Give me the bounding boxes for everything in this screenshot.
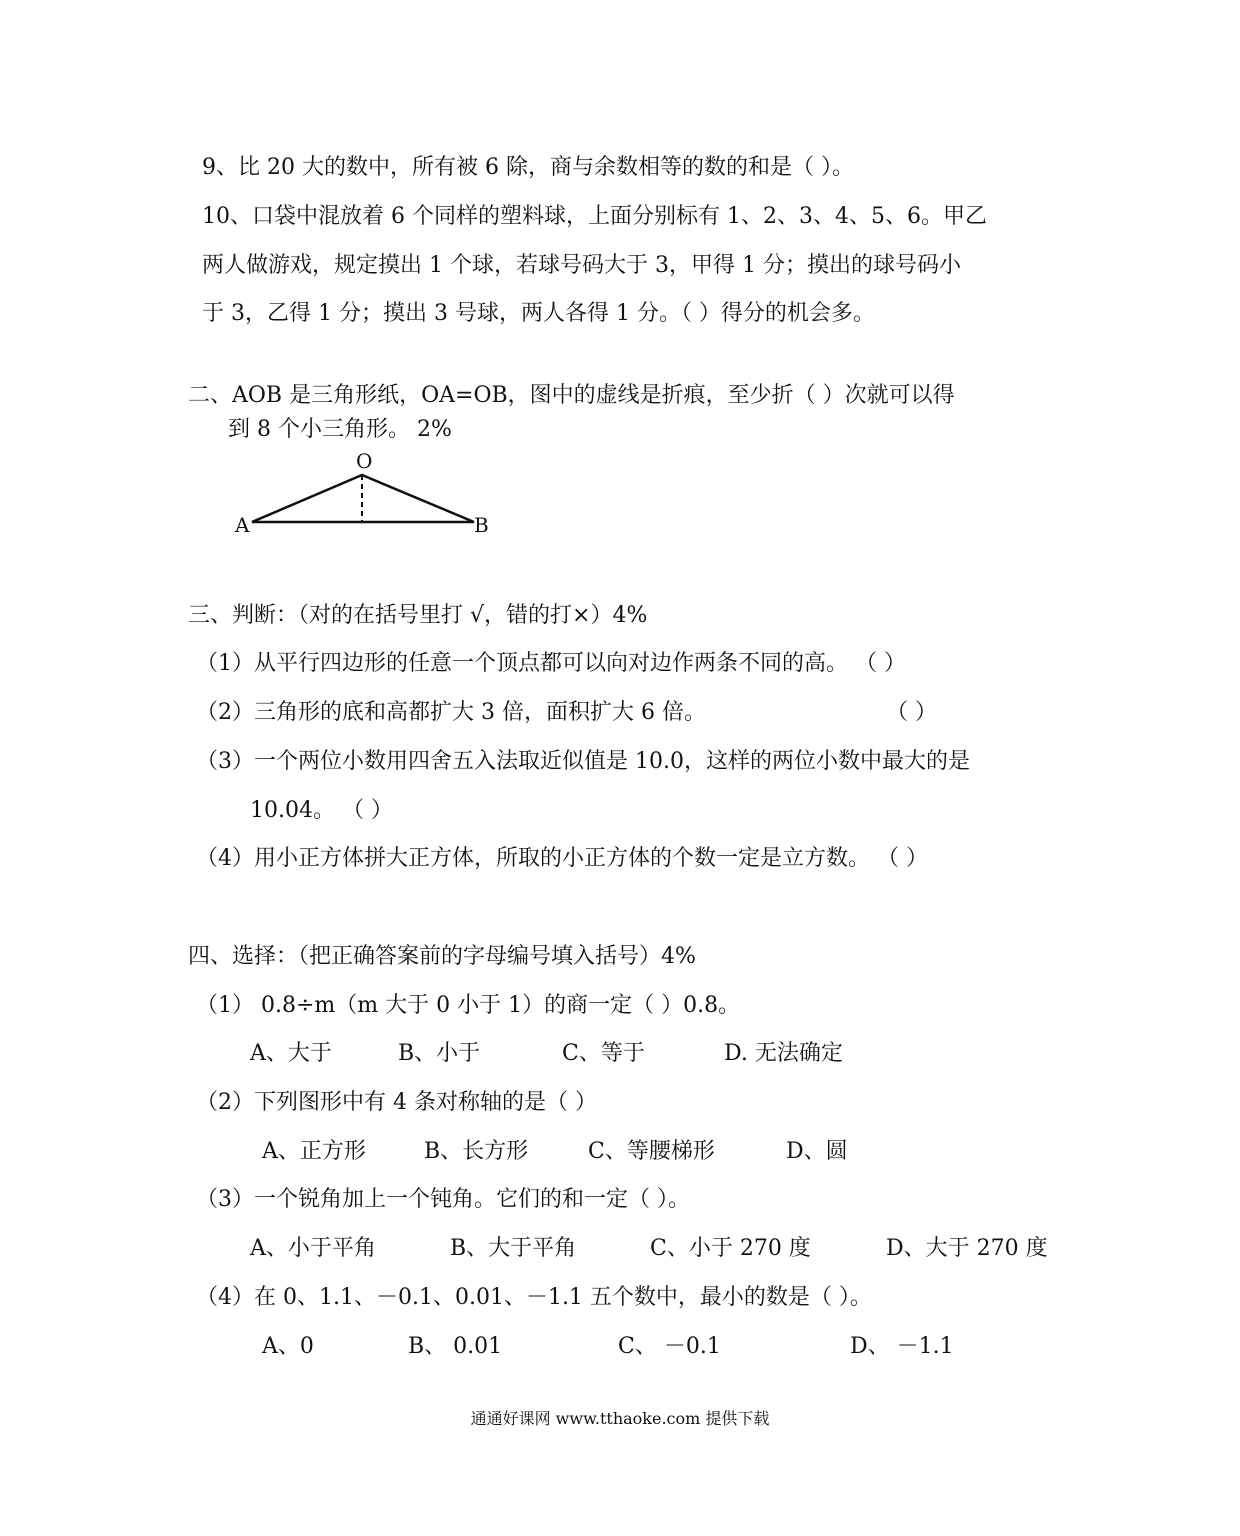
- label-a: A: [235, 513, 250, 537]
- label-o: O: [356, 449, 373, 473]
- choice-q2-option-b: B、长方形: [424, 1139, 529, 1164]
- choice-q4: （4）在 0、1.1、－0.1、0.01、－1.1 五个数中，最小的数是（ ）。: [196, 1285, 872, 1310]
- choice-q1-option-d: D. 无法确定: [724, 1041, 843, 1066]
- section-4-heading: 四、选择：（把正确答案前的字母编号填入括号）4%: [188, 944, 696, 969]
- footer-download-note: 通通好课网 www.tthaoke.com 提供下载: [470, 1409, 770, 1428]
- choice-q1-option-a: A、大于: [250, 1041, 332, 1066]
- triangle-figure: [230, 448, 510, 548]
- choice-q2-option-c: C、等腰梯形: [588, 1139, 715, 1164]
- choice-q4-option-a: A、0: [262, 1334, 314, 1359]
- section-3-heading: 三、判断：（对的在括号里打 √，错的打×）4%: [188, 603, 648, 628]
- choice-q2-option-a: A、正方形: [262, 1139, 366, 1164]
- judge-q2: （2）三角形的底和高都扩大 3 倍，面积扩大 6 倍。: [196, 700, 706, 725]
- section-2-line-1: 二、AOB 是三角形纸，OA=OB，图中的虚线是折痕，至少折（ ）次就可以得: [188, 383, 955, 408]
- choice-q3: （3）一个锐角加上一个钝角。它们的和一定（ ）。: [196, 1187, 690, 1212]
- judge-q1: （1）从平行四边形的任意一个顶点都可以向对边作两条不同的高。 （ ）: [196, 651, 906, 676]
- question-10-line-2: 两人做游戏，规定摸出 1 个球，若球号码大于 3，甲得 1 分；摸出的球号码小: [202, 253, 961, 278]
- choice-q4-option-c: C、 －0.1: [618, 1334, 721, 1359]
- choice-q4-option-d: D、 －1.1: [850, 1334, 954, 1359]
- label-b: B: [474, 513, 489, 537]
- choice-q1-option-c: C、等于: [562, 1041, 645, 1066]
- choice-q3-option-c: C、小于 270 度: [650, 1236, 811, 1261]
- question-10-line-1: 10、口袋中混放着 6 个同样的塑料球，上面分别标有 1、2、3、4、5、6。甲乙: [202, 204, 987, 229]
- choice-q2: （2）下列图形中有 4 条对称轴的是（ ）: [196, 1090, 597, 1115]
- choice-q1-option-b: B、小于: [398, 1041, 481, 1066]
- section-2-line-2: 到 8 个小三角形。 2%: [228, 417, 452, 442]
- choice-q3-option-d: D、大于 270 度: [886, 1236, 1048, 1261]
- choice-q2-option-d: D、圆: [786, 1139, 848, 1164]
- judge-q2-paren: （ ）: [886, 700, 937, 725]
- choice-q3-option-b: B、大于平角: [450, 1236, 577, 1261]
- choice-q3-option-a: A、小于平角: [250, 1236, 376, 1261]
- question-10-line-3: 于 3，乙得 1 分；摸出 3 号球，两人各得 1 分。（ ）得分的机会多。: [202, 301, 875, 326]
- judge-q3-line-2: 10.04。 （ ）: [250, 798, 393, 823]
- judge-q3-line-1: （3）一个两位小数用四舍五入法取近似值是 10.0，这样的两位小数中最大的是: [196, 749, 970, 774]
- choice-q4-option-b: B、 0.01: [408, 1334, 503, 1359]
- judge-q4: （4）用小正方体拼大正方体，所取的小正方体的个数一定是立方数。 （ ）: [196, 846, 928, 871]
- choice-q1: （1） 0.8÷m（m 大于 0 小于 1）的商一定（ ）0.8。: [196, 993, 741, 1018]
- question-9: 9、比 20 大的数中，所有被 6 除，商与余数相等的数的和是（ ）。: [202, 155, 854, 180]
